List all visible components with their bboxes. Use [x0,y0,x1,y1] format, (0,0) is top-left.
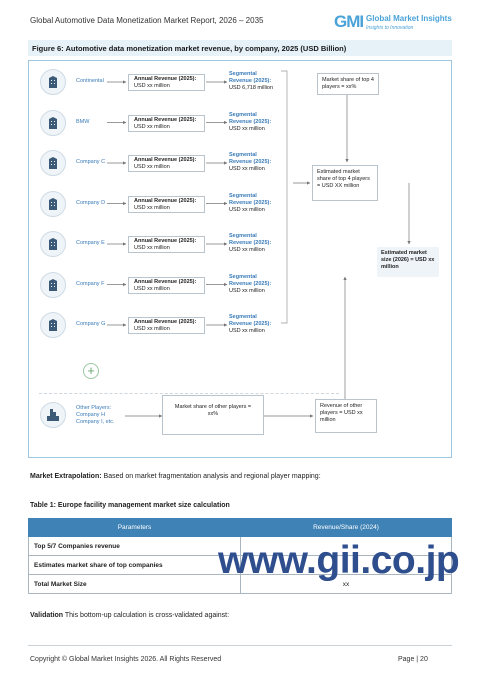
annual-revenue-box: Annual Revenue (2025): USD xx million [128,196,205,213]
bracket-players [281,71,287,323]
footer-divider [28,645,452,646]
table-header-parameters: Parameters [29,519,241,537]
table-cell: Estimates market share of top companies [29,556,241,575]
revenue-diagram [28,60,452,458]
company-icon [40,191,66,217]
table-header-revenue: Revenue/Share (2024) [241,519,452,537]
table-title: Table 1: Europe facility management market size calculation [30,502,230,509]
other-players-label: Other Players: Company H Company I, etc. [76,405,115,425]
logo-name: Global Market Insights [366,14,452,23]
other-players-icon [40,402,66,428]
revenue-others-box: Revenue of other players = USD xx million [315,399,377,433]
market-share-top4-box: Market share of top 4 players = xx% [317,73,379,95]
logo-mark: GMI [334,12,364,31]
segmental-revenue-label: Segmental Revenue (2025): USD xx million [229,314,272,334]
segmental-revenue-label: Segmental Revenue (2025): USD 6,718 million [229,71,274,91]
company-icon [40,110,66,136]
company-icon [40,231,66,257]
company-icon [40,69,66,95]
table-cell: xx [241,575,452,594]
company-name: Continental [76,78,104,84]
company-name: Company D [76,199,106,206]
validation-paragraph: Validation This bottom-up calculation is cross-validated against: [30,612,230,619]
table-cell: Total Market Size [29,575,241,594]
company-name: Company F [76,280,105,287]
company-name: Company G [76,321,106,327]
market-share-others-box: Market share of other players = xx% [162,395,264,435]
figure-title: Figure 6: Automotive data monetization market revenue, by company, 2025 (USD Billion) [28,40,452,56]
company-icon [40,150,66,176]
company-name: Company C [76,159,106,165]
company-icon [40,272,66,298]
segmental-revenue-label: Segmental Revenue (2025): USD xx million [229,192,272,213]
annual-revenue-box: Annual Revenue (2025): USD xx million [128,236,205,253]
company-icon [40,312,66,338]
segmental-revenue-label: Segmental Revenue (2025): USD xx million [229,273,272,294]
estimated-market-size-box: Estimated market size (2026) = USD xx million [377,247,439,277]
report-title: Global Automotive Data Monetization Market Report, 2026 – 2035 [30,16,264,25]
table-cell: Top 5/7 Companies revenue [29,537,241,556]
segmental-revenue-label: Segmental Revenue (2025): USD xx million [229,152,272,172]
footer-copyright: Copyright © Global Market Insights 2026. All Rights Reserved [30,656,222,663]
segmental-revenue-label: Segmental Revenue (2025): USD xx million [229,111,272,132]
annual-revenue-box: Annual Revenue (2025): USD xx million [128,115,205,132]
annual-revenue-box: Annual Revenue (2025): USD xx million [128,74,205,91]
company-name: Company E [76,240,105,246]
add-player-icon: + [83,363,99,379]
annual-revenue-box: Annual Revenue (2025): USD xx million [128,155,205,172]
segmental-revenue-label: Segmental Revenue (2025): USD xx million [229,233,272,253]
estimated-top4-box: Estimated market share of top 4 players = USD XX million [312,165,378,201]
footer-page-number: Page | 20 [398,656,428,663]
annual-revenue-box: Annual Revenue (2025): USD xx million [128,317,205,334]
company-name: BMW [76,118,90,125]
logo-tagline: Insights to Innovation [366,25,414,31]
annual-revenue-box: Annual Revenue (2025): USD xx million [128,277,205,294]
gmi-logo [334,12,460,38]
extrapolation-paragraph: Market Extrapolation: Based on market fragmentation analysis and regional player mapping: [30,473,321,480]
watermark: www.gii.co.jp [218,539,460,582]
section-divider [39,393,339,394]
